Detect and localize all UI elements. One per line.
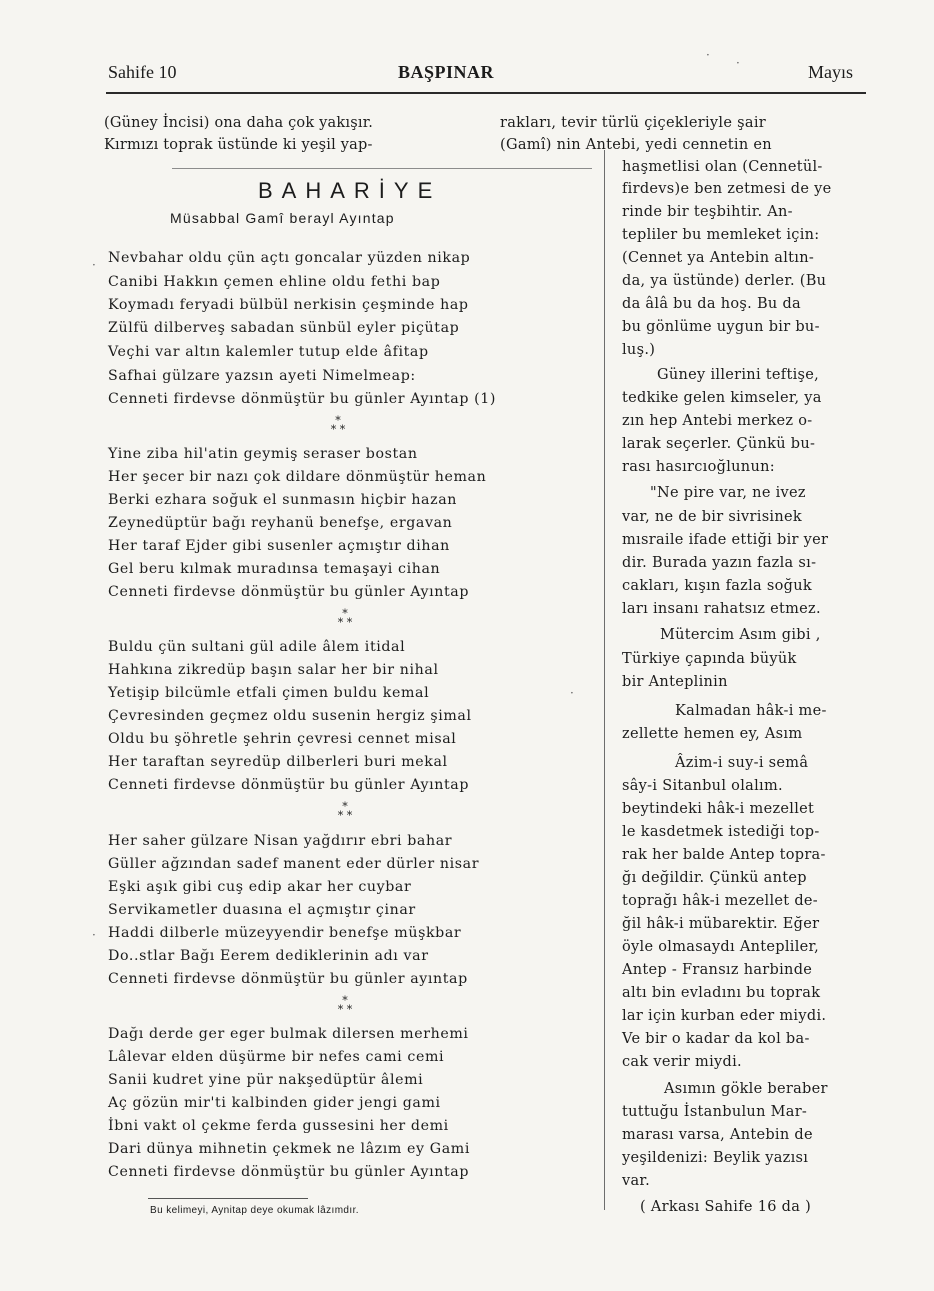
text-line: ğı değildir. Çünkü antep (622, 870, 807, 886)
poem-line: Cenneti firdevse dönmüştür bu günler Ayıntap (1) (108, 391, 497, 407)
poem-line: İbni vakt ol çekme ferda gussesini her demi (108, 1118, 449, 1134)
text-line: öyle olmasaydı Antepliler, (622, 939, 820, 955)
text-line: dir. Burada yazın fazla sı- (622, 555, 817, 571)
poem-line: Zülfü dilberveş sabadan sünbül eyler piçütap (108, 320, 460, 336)
poem-line: Buldu çün sultani gül adile âlem itidal (108, 639, 406, 655)
text-line: lar için kurban eder miydi. (622, 1008, 827, 1024)
newspaper-name: BAŞPINAR (398, 62, 495, 82)
text-line: var. (622, 1173, 650, 1189)
poem-line: Eşki aşık gibi cuş edip akar her cuybar (108, 879, 412, 895)
poem-line: Hahkına zikredüp başın salar her bir nihal (108, 662, 439, 678)
text-line: zellette hemen ey, Asım (622, 726, 803, 742)
text-line: toprağı hâk-i mezellet de- (622, 893, 819, 909)
text-line: tedkike gelen kimseler, ya (622, 390, 822, 406)
poem-line: Safhai gülzare yazsın ayeti Nimelmeap: (108, 368, 416, 384)
text-line: larak seçerler. Çünkü bu- (622, 436, 816, 452)
poem-line: Her taraftan seyredüp dilberleri buri mekal (108, 754, 448, 770)
poem-line: Cenneti firdevse dönmüştür bu günler Ayıntap (108, 1164, 469, 1180)
poem-line: Yine ziba hil'atin geymiş seraser bostan (108, 446, 418, 462)
poem-line: Nevbahar oldu çün açtı goncalar yüzden nikap (108, 250, 471, 266)
poem-line: Veçhi var altın kalemler tutup elde âfitap (108, 344, 429, 360)
poem-line: Sanii kudret yine pür nakşedüptür âlemi (108, 1072, 424, 1088)
text-line: beytindeki hâk-i mezellet (622, 801, 815, 817)
text-line: haşmetlisi olan (Cennetül- (622, 159, 823, 175)
poem-line: Çevresinden geçmez oldu susenin hergiz şimal (108, 708, 472, 724)
text-line: marası varsa, Antebin de (622, 1127, 813, 1143)
poem-line: Servikametler duasına el açmıştır çinar (108, 902, 416, 918)
text-line: (Güney İncisi) ona daha çok yakışır. (104, 115, 374, 131)
text-line: rinde bir teşbihtir. An- (622, 204, 793, 220)
poem-line: Cenneti firdevse dönmüştür bu günler Ayıntap (108, 584, 469, 600)
print-speck: · (570, 686, 574, 700)
text-line: rakları, tevir türlü çiçekleriyle şair (500, 115, 766, 131)
asterism-divider: * * * (337, 607, 353, 629)
text-line: Ve bir o kadar da kol ba- (622, 1031, 810, 1047)
asterism-divider: * * * (337, 800, 353, 822)
issue-month: Mayıs (808, 62, 853, 82)
poem-line: Canibi Hakkın çemen ehline oldu fethi bap (108, 274, 441, 290)
column-separator (604, 150, 605, 1210)
page-number: Sahife 10 (108, 62, 177, 82)
text-line: Mütercim Asım gibi , (660, 627, 821, 643)
section-divider (172, 168, 592, 169)
text-line: altı bin evladını bu toprak (622, 985, 821, 1001)
text-line: rak her balde Antep topra- (622, 847, 826, 863)
text-line: Asımın gökle beraber (664, 1081, 828, 1097)
text-line: cak verir miydi. (622, 1054, 742, 1070)
text-line: da, ya üstünde) derler. (Bu (622, 273, 827, 289)
poem-line: Haddi dilberle müzeyyendir benefşe müşkbar (108, 925, 462, 941)
text-line: (Cennet ya Antebin altın- (622, 250, 815, 266)
text-line: ğil hâk-i mübarektir. Eğer (622, 916, 820, 932)
poem-line: Yetişip bilcümle etfali çimen buldu kemal (108, 685, 430, 701)
text-line: tepliler bu memleket için: (622, 227, 820, 243)
asterism-divider: * * * (330, 414, 346, 436)
text-line: le kasdetmek istediği top- (622, 824, 820, 840)
print-speck: · (706, 48, 710, 62)
text-line: (Gamî) nin Antebi, yedi cennetin en (500, 137, 772, 153)
text-line: var, ne de bir sivrisinek (622, 509, 802, 525)
print-speck: · (736, 56, 740, 70)
poem-author: Müsabbal Gamî berayl Ayıntap (170, 210, 395, 226)
text-line: Âzim-i suy-i semâ (675, 755, 809, 771)
text-line: Antep - Fransız harbinde (622, 962, 813, 978)
text-line: zın hep Antebi merkez o- (622, 413, 813, 429)
text-line: Türkiye çapında büyük (622, 651, 797, 667)
text-line: Güney illerini teftişe, (657, 367, 820, 383)
text-line: tuttuğu İstanbulun Mar- (622, 1104, 808, 1120)
page-header (108, 62, 865, 92)
poem-line: Zeynedüptür bağı reyhanü benefşe, ergavan (108, 515, 453, 531)
text-line: Kırmızı toprak üstünde ki yeşil yap- (104, 137, 373, 153)
poem-line: Do..stlar Bağı Eerem dediklerinin adı var (108, 948, 429, 964)
print-speck: · (92, 928, 96, 942)
text-line: ları insanı rahatsız etmez. (622, 601, 821, 617)
text-line: rası hasırcıoğlunun: (622, 459, 775, 475)
text-line: Kalmadan hâk-i me- (675, 703, 827, 719)
text-line: yeşildenizi: Beylik yazısı (622, 1150, 809, 1166)
poem-line: Dari dünya mihnetin çekmek ne lâzım ey Gami (108, 1141, 470, 1157)
poem-line: Gel beru kılmak muradınsa temaşayi cihan (108, 561, 441, 577)
footnote: Bu kelimeyi, Aynitap deye okumak lâzımdır. (150, 1205, 359, 1216)
poem-line: Lâlevar elden düşürme bir nefes cami cemi (108, 1049, 445, 1065)
continuation-note: ( Arkası Sahife 16 da ) (640, 1199, 812, 1215)
header-rule (106, 92, 866, 94)
text-line: "Ne pire var, ne ivez (650, 485, 806, 501)
poem-line: Berki ezhara soğuk el sunmasın hiçbir hazan (108, 492, 457, 508)
poem-line: Güller ağzından sadef manent eder dürler nisar (108, 856, 480, 872)
text-line: bir Anteplinin (622, 674, 728, 690)
text-line: cakları, kışın fazla soğuk (622, 578, 812, 594)
text-line: da âlâ bu da hoş. Bu da (622, 296, 801, 312)
poem-line: Cenneti firdevse dönmüştür bu günler ayıntap (108, 971, 468, 987)
poem-line: Her saher gülzare Nisan yağdırır ebri bahar (108, 833, 453, 849)
footnote-rule (148, 1198, 308, 1199)
text-line: mısraile ifade ettiği bir yer (622, 532, 829, 548)
poem-line: Oldu bu şöhretle şehrin çevresi cennet misal (108, 731, 457, 747)
text-line: bu gönlüme uygun bir bu- (622, 319, 820, 335)
asterism-divider: * * * (337, 994, 353, 1016)
text-line: firdevs)e ben zetmesi de ye (622, 181, 832, 197)
text-line: sây-i Sitanbul olalım. (622, 778, 783, 794)
poem-line: Cenneti firdevse dönmüştür bu günler Ayıntap (108, 777, 469, 793)
print-speck: · (92, 258, 96, 272)
text-line: luş.) (622, 342, 656, 358)
poem-line: Her taraf Ejder gibi susenler açmıştır dihan (108, 538, 450, 554)
poem-line: Koymadı feryadi bülbül nerkisin çeşminde hap (108, 297, 469, 313)
poem-line: Dağı derde ger eger bulmak dilersen merhemi (108, 1026, 469, 1042)
poem-line: Aç gözün mir'ti kalbinden gider jengi gami (108, 1095, 441, 1111)
poem-line: Her şecer bir nazı çok dildare dönmüştür heman (108, 469, 487, 485)
poem-title: BAHARİYE (258, 178, 442, 203)
